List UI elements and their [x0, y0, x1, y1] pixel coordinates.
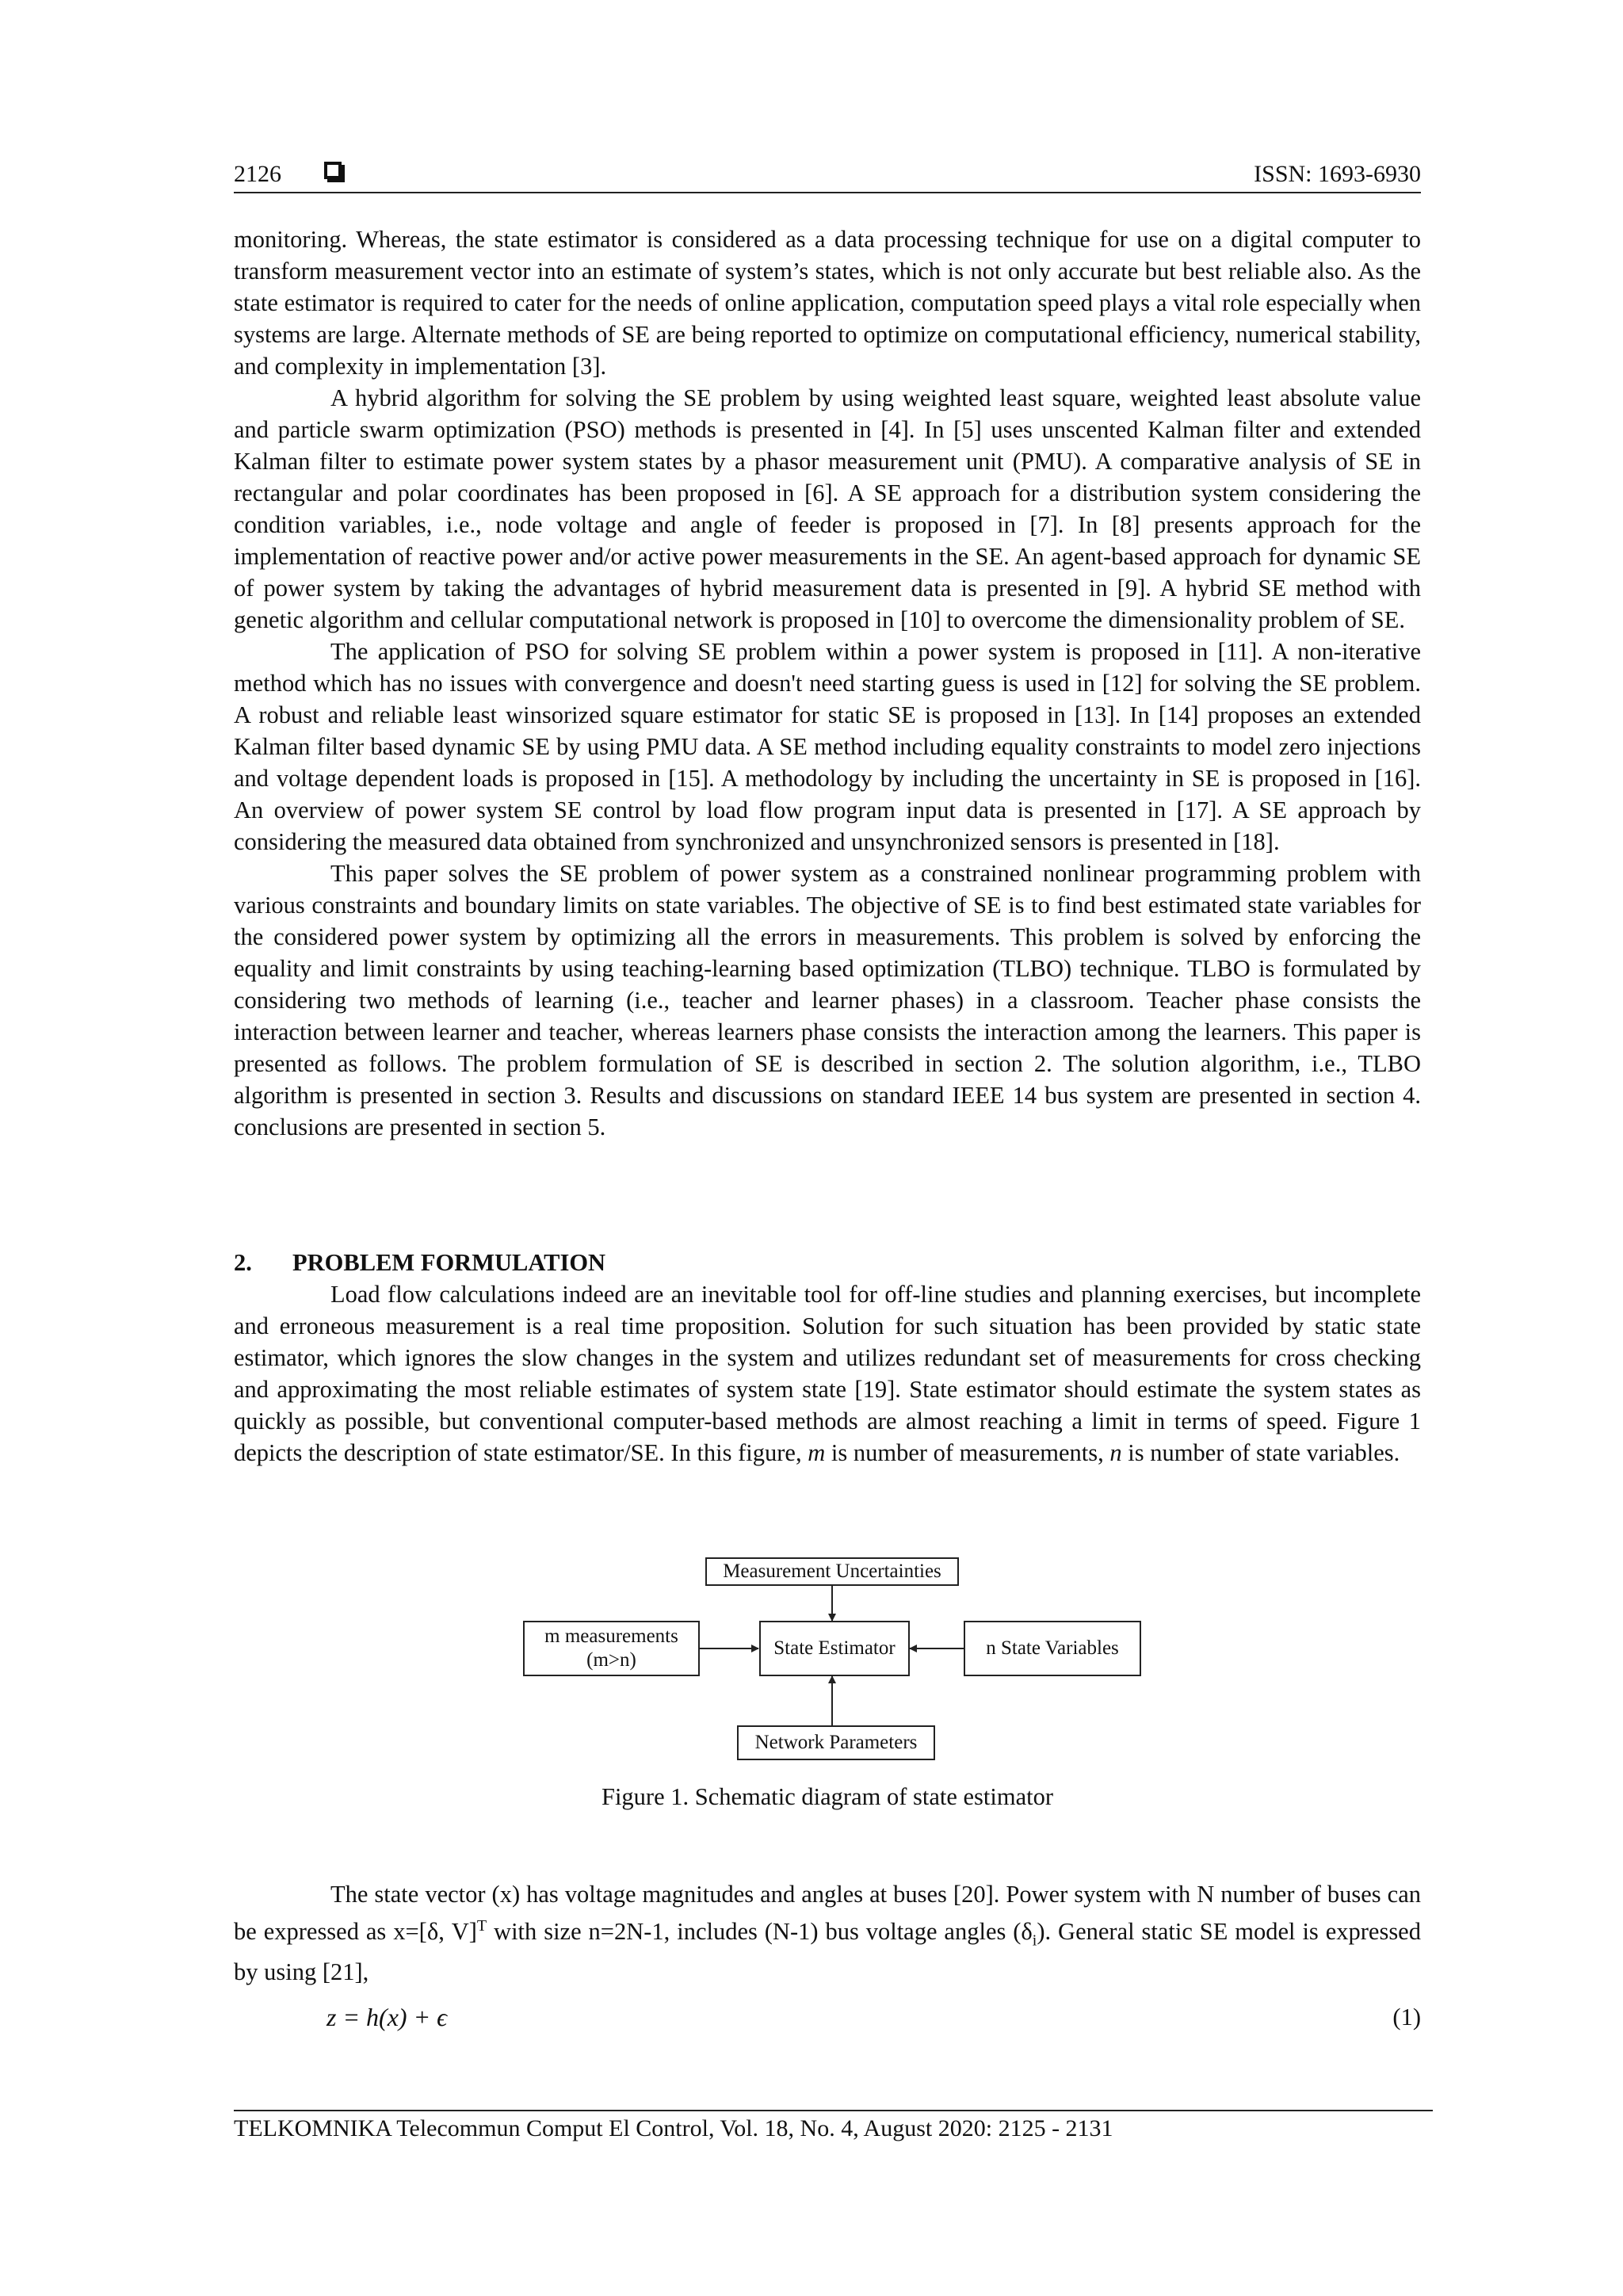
- figure-caption: Figure 1. Schematic diagram of state estimator: [601, 1783, 1053, 1810]
- page-number: 2126: [234, 161, 281, 187]
- state-vector-paragraph: The state vector (x) has voltage magnitudes and angles at buses [20]. Power system with N number of buses can be expressed as x=[δ, V]$^T$ with size n=2N-1, includes (N-1) bus voltage angles $(\delta_i)$. General static SE model is expressed by using [21],: [234, 1881, 1421, 1986]
- intro-paragraph-1: monitoring. Whereas, the state estimator is considered as a data processing technique for use on a digital computer to transform measurement vector into an estimate of system’s states, which is not only accurate but best reliable also. As the state estimator is required to cater for the needs of online application, computation speed plays a vital role especially when systems are large. Alternate methods of SE are being reported to optimize on computational efficiency, numerical stability, and complexity in implementation [3].: [234, 226, 1421, 380]
- intro-paragraph-4: This paper solves the SE problem of power system as a constrained nonlinear programming problem with various constraints and boundary limits on state variables. The objective of SE is to find best estimated state variables for the considered power system by optimizing all the errors in measurements. This problem is solved by enforcing the equality and limit constraints by using teaching-learning based optimization (TLBO) technique. TLBO is formulated by considering two methods of learning (i.e., teacher and learner phases) in a classroom. Teacher phase consists the interaction between learner and teacher, whereas learners phase consists the interaction among the learners. This paper is presented as follows. The problem formulation of SE is described in section 2. The solution algorithm, i.e., TLBO algorithm is presented in section 3. Results and discussions on standard IEEE 14 bus system are presented in section 4. conclusions are presented in section 5.: [234, 860, 1421, 1140]
- section-heading: [234, 1247, 605, 1278]
- state-vector-section: [234, 1878, 1421, 1988]
- box-m-measurements: m measurements (m>n): [523, 1621, 700, 1676]
- box-measurement-uncertainties: Measurement Uncertainties: [705, 1557, 959, 1586]
- variable-m: m: [808, 1439, 826, 1466]
- intro-paragraph-2: A hybrid algorithm for solving the SE problem by using weighted least square, weighted least absolute value and particle swarm optimization (PSO) methods is presented in [4]. In [5] uses unscented Kalman filter and extended Kalman filter to estimate power system states by a phasor measurement unit (PMU). A comparative analysis of SE in rectangular and polar coordinates has been proposed in [6]. A SE approach for a distribution system considering the condition variables, i.e., node voltage and angle of feeder is proposed in [7]. In [8] presents approach for the implementation of reactive power and/or active power measurements in the SE. An agent-based approach for dynamic SE of power system by taking the advantages of hybrid measurement data is presented in [9]. A hybrid SE method with genetic algorithm and cellular computational network is proposed in [10] to overcome the dimensionality problem of SE.: [234, 384, 1421, 633]
- equation-1: z = h(x) + ϵ: [327, 2003, 448, 2031]
- intro-paragraph-3: The application of PSO for solving SE problem within a power system is proposed in [11]. A non-iterative method which has no issues with convergence and doesn't need starting guess is used in [12] for solving the SE problem. A robust and reliable least winsorized square estimator for static SE is proposed in [13]. In [14] proposes an extended Kalman filter based dynamic SE by using PMU data. A SE method including equality constraints to model zero injections and voltage dependent loads is proposed in [15]. A methodology by including the uncertainty in SE is proposed in [16]. An overview of power system SE control by load flow program input data is presented in [17]. A SE approach by considering the measured data obtained from synchronized and unsynchronized sensors is presented in [18].: [234, 638, 1421, 855]
- box-n-state-variables: n State Variables: [964, 1621, 1141, 1676]
- section-2-paragraph-1: Load flow calculations indeed are an inevitable tool for off-line studies and planning exercises, but incomplete and erroneous measurement is a real time proposition. Solution for such situation has been provided by static state estimator, which ignores the slow changes in the system and utilizes redundant set of measurements for cross checking and approximating the most reliable estimates of system state [19]. State estimator should estimate the system states as quickly as possible, but conventional computer-based methods are almost reaching a limit in terms of speed. Figure 1 depicts the description of state estimator/SE. In this figure, m is number of measurements, n is number of state variables.: [234, 1281, 1421, 1466]
- box-state-estimator: State Estimator: [759, 1621, 910, 1676]
- header-square-icon: [324, 162, 342, 179]
- section-title: PROBLEM FORMULATION: [292, 1249, 606, 1276]
- figure-1-diagram: [523, 1557, 1141, 1763]
- page-header: [234, 157, 1421, 193]
- footer-citation: TELKOMNIKA Telecommun Comput El Control, Vol. 18, No. 4, August 2020: 2125 - 2131: [234, 2115, 1113, 2141]
- intro-section: [234, 223, 1421, 1143]
- section-2-body: [234, 1278, 1421, 1469]
- box-network-parameters: Network Parameters: [737, 1725, 935, 1760]
- page-footer: [234, 2110, 1433, 2145]
- section-number: 2.: [234, 1249, 252, 1276]
- variable-n: n: [1109, 1439, 1122, 1466]
- issn: ISSN: 1693-6930: [1254, 161, 1421, 187]
- equation-number: (1): [1392, 2004, 1421, 2030]
